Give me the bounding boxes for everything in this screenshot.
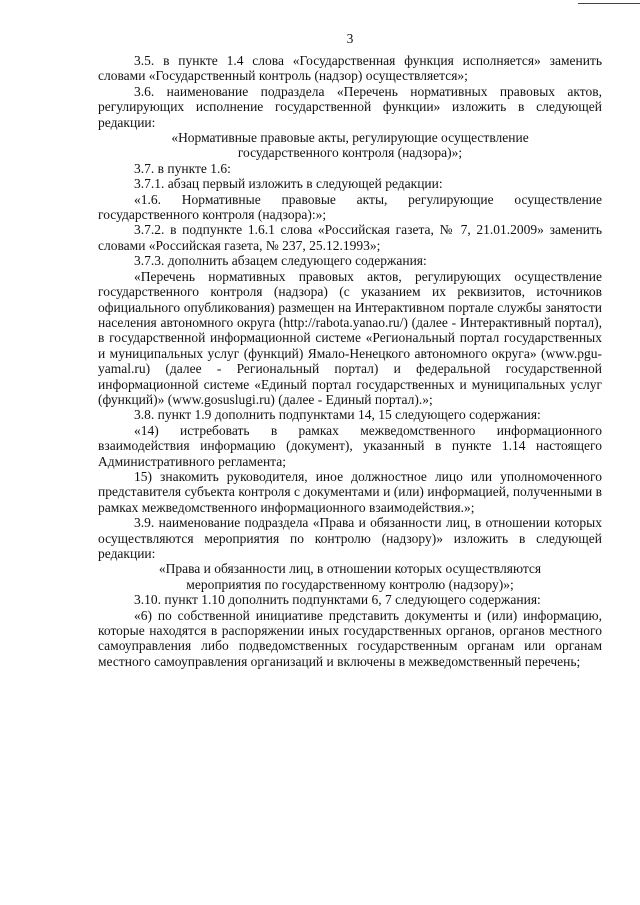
paragraph-3-7-1: 3.7.1. абзац первый изложить в следующей редакции: xyxy=(134,176,443,192)
paragraph-subitem-14: «14) истребовать в рамках межведомственного информационного взаимодействия информацию (документ), указанный в пункте 1.14 настоящего Административного регламента; xyxy=(98,422,602,469)
paragraph-subitem-6: «6) по собственной инициативе представить документы и (или) информацию, которые находятся в распоряжении иных государственных органов, органов местного самоуправления либо подведомственных государственным органам или органам местного самоуправления организаций и включены в межведомственный перечень; xyxy=(98,607,602,669)
paragraph-subitem-15: 15) знакомить руководителя, иное должностное лицо или уполномоченного представителя субъекта контроля с документами и (или) информацией, полученными в рамках межведомственного информационного взаимодействия.»; xyxy=(98,468,602,515)
paragraph-3-10: 3.10. пункт 1.10 дополнить подпунктами 6, 7 следующего содержания: xyxy=(134,592,541,608)
page-number: 3 xyxy=(346,31,354,46)
paragraph-3-8: 3.8. пункт 1.9 дополнить подпунктами 14, 15 следующего содержания: xyxy=(134,407,541,423)
paragraph-3-7-3: 3.7.3. дополнить абзацем следующего содержания: xyxy=(134,253,427,269)
scan-edge-line xyxy=(578,3,640,4)
paragraph-1-6-quote: «1.6. Нормативные правовые акты, регулирующие осуществление государственного контроля (надзора):»; xyxy=(98,191,602,223)
paragraph-portal-list: «Перечень нормативных правовых актов, регулирующих осуществление государственного контроля (надзора) (с указанием их реквизитов, источников официального опубликования) размещен на Интерактивном портале службы занятости населения автономного округа (http://rabota.yanao.ru/) (далее - Интерактивный портал), в государственной информационной системе «Региональный портал государственных и муниципальных услуг (функций) Ямало-Ненецкого автономного округа» (www.pgu-yamal.ru) (далее - Региональный портал) и федеральной государственной информационной системе «Единый портал государственных и муниципальных услуг (функций)» (www.gosuslugi.ru) (далее - Единый портал).»; xyxy=(98,268,602,407)
paragraph-3-5: 3.5. в пункте 1.4 слова «Государственная функция исполняется» заменить словами «Государственный контроль (надзор) осуществляется»; xyxy=(98,53,602,84)
paragraph-new-subsection-title-1: «Нормативные правовые акты, регулирующие осуществление государственного контроля (надзора)»; xyxy=(171,130,529,161)
paragraph-3-7: 3.7. в пункте 1.6: xyxy=(134,160,231,176)
paragraph-3-6: 3.6. наименование подраздела «Перечень нормативных правовых актов, регулирующих исполнение государственной функции» изложить в следующей редакции: xyxy=(98,83,602,130)
paragraph-3-7-2: 3.7.2. в подпункте 1.6.1 слова «Российская газета, № 7, 21.01.2009» заменить словами «Российская газета, № 237, 25.12.1993»; xyxy=(98,222,602,253)
paragraph-3-9: 3.9. наименование подраздела «Права и обязанности лиц, в отношении которых осуществляются мероприятия по контролю (надзору)» изложить в следующей редакции: xyxy=(98,515,602,561)
paragraph-new-subsection-title-2: «Права и обязанности лиц, в отношении которых осуществляются мероприятия по государственному контролю (надзору)»; xyxy=(158,561,542,592)
document-body xyxy=(98,53,602,669)
